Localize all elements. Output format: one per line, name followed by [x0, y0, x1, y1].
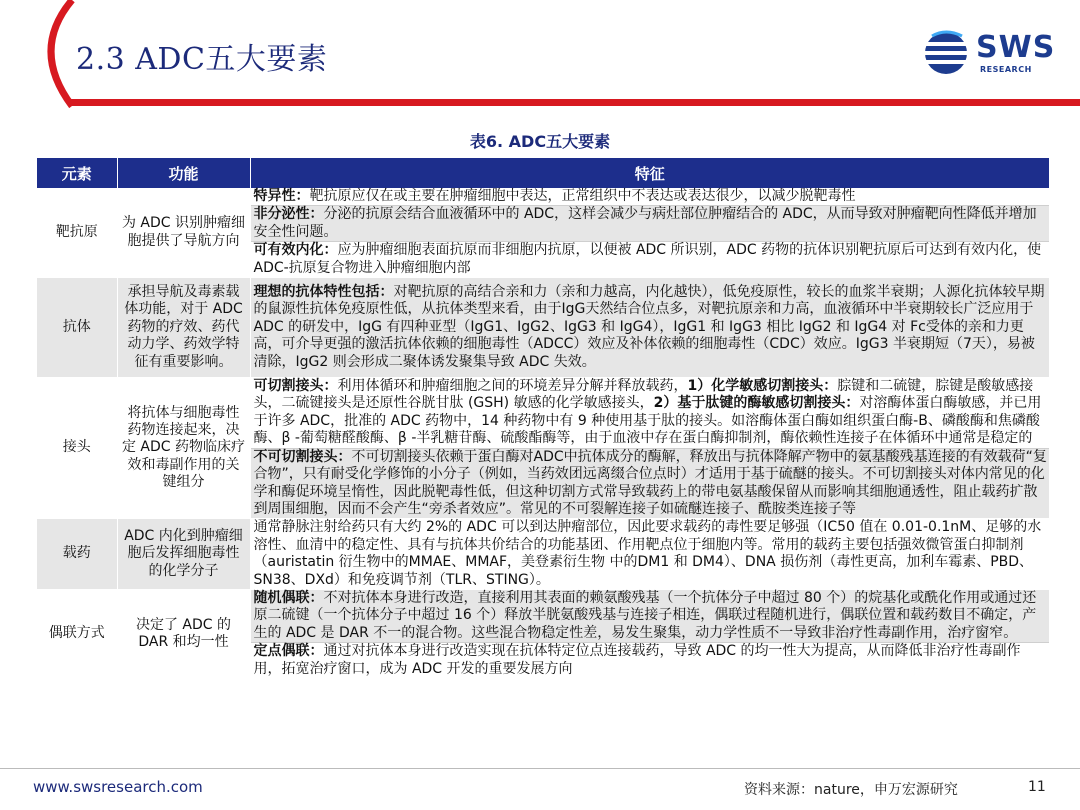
feature-item	[251, 378, 1050, 448]
footer-divider	[0, 768, 1080, 769]
feature-label: 特异性：	[253, 188, 310, 204]
feature-text: 靶抗原应仅在或主要在肿瘤细胞中表达，正常组织中不表达或表达很少，以减少脱靶毒性	[309, 188, 856, 204]
page-title: 2.3 ADC五大要素	[76, 42, 328, 77]
feature-item	[251, 590, 1050, 642]
feature-text: 对溶酶体蛋白酶敏感，并已用于许多 ADC，批准的 ADC 药物中，14 种药物中有 9 种使用基于肽的接头。如溶酶体蛋白酶如组织蛋白酶-B、磷酸酶和焦磷酸酶、β -葡萄糖醛酸酶、β -半乳糖苷酶、硫酸酯酶等，由于血液中存在蛋白酶抑制剂，酶依赖性连接子在体循环中通常是稳定的	[253, 395, 1042, 447]
table-row-conjugation	[37, 589, 1049, 678]
table-row-antibody	[37, 278, 1049, 378]
feature-text: 对靶抗原的高结合亲和力（亲和力越高，内化越快），低免疫原性，较长的血浆半衰期；人源化抗体较早期的鼠源性抗体免疫原性低，从抗体类型来看，由于IgG天然结合位点多，对靶抗原亲和力高，血液循环中半衰期较长广泛应用于 ADC 的研发中，IgG 有四种亚型（IgG1、IgG2、IgG3 和 IgG4），IgG1 和 IgG3 相比 IgG2 和 IgG4 对 Fc受体的亲和力更高，可介导更强的激活抗体依赖的细胞毒性（ADCC）效应及补体依赖的细胞毒性（CDC）效应。IgG3 半衰期短（7天），易被清除，IgG2 则会形成二聚体诱发聚集导致 ADC 失效。	[253, 284, 1045, 370]
logo-subtext: RESEARCH	[980, 65, 1032, 74]
feature-text: 通常静脉注射给药只有大约 2%的 ADC 可以到达肿瘤部位，因此要求载药的毒性要足够强（IC50 值在 0.01-0.1nM、足够的水溶性、血清中的稳定性、具有与抗体共价结合的功能基团、作用靶点位于细胞内等。常用的载药主要包括强效微管蛋白抑制剂（auristatin 衍生物中的MMAE、MMAF，美登素衍生物 中的DM1 和 DM4）、DNA 损伤剂（毒性更高，加利车霉素、PBD、SN38、DXd）和免疫调节剂（TLR、STING）。	[253, 519, 1042, 588]
feature-cell	[250, 519, 1049, 590]
feature-item	[251, 188, 1050, 205]
sws-globe-icon	[922, 28, 972, 78]
feature-item	[251, 278, 1050, 377]
feature-text: 利用体循环和肿瘤细胞之间的环境差异分解并释放载药，	[337, 378, 688, 395]
table-header-row	[37, 158, 1049, 188]
function-cell: ADC 内化到肿瘤细胞后发挥细胞毒性的化学分子	[117, 519, 250, 590]
feature-label: 非分泌性：	[253, 206, 324, 223]
feature-text: 分泌的抗原会结合血液循环中的 ADC，这样会减少与病灶部位肿瘤结合的 ADC，从而导致对肿瘤靶向性降低并增加安全性问题。	[253, 206, 1037, 240]
element-cell: 抗体	[37, 278, 117, 378]
feature-label: 可切割接头：	[253, 378, 338, 395]
feature-cell	[250, 378, 1049, 519]
element-cell: 偶联方式	[37, 589, 117, 678]
feature-sublabel: 1）化学敏感切割接头：	[687, 378, 838, 395]
feature-label: 可有效内化：	[253, 242, 338, 259]
feature-text: 腙键和二硫键，腙键是酸敏感接头，二硫键接头是还原性谷胱甘肽 (GSH) 敏感的化学敏感接头，	[253, 378, 1034, 412]
element-cell: 接头	[37, 378, 117, 519]
footer-website-link[interactable]: www.swsresearch.com	[33, 778, 203, 796]
function-cell: 为 ADC 识别肿瘤细胞提供了导航方向	[117, 188, 250, 278]
feature-text: 通过对抗体本身进行改造实现在抗体特定位点连接载药，导致 ADC 的均一性大为提高，从而降低非治疗性毒副作用，拓宽治疗窗口，成为 ADC 开发的重要发展方向	[253, 643, 1021, 677]
feature-item	[251, 448, 1050, 519]
feature-item	[251, 205, 1050, 241]
element-cell: 靶抗原	[37, 188, 117, 278]
header	[0, 0, 1080, 110]
feature-sublabel: 2）基于肽键的酶敏感切割接头：	[653, 395, 860, 412]
feature-label: 理想的抗体特性包括：	[253, 284, 394, 301]
element-cell: 载药	[37, 519, 117, 590]
header-accent-bar	[70, 99, 1080, 106]
column-header-feature: 特征	[250, 158, 1049, 188]
page-number: 11	[1028, 779, 1046, 795]
table-row-linker	[37, 378, 1049, 519]
feature-cell	[250, 589, 1049, 678]
footer-source: 资料来源：nature，申万宏源研究	[744, 782, 958, 798]
feature-label: 不可切割接头：	[253, 448, 352, 465]
function-cell: 将抗体与细胞毒性药物连接起来，决定 ADC 药物临床疗效和毒副作用的关键组分	[117, 378, 250, 519]
logo-text: SWS	[976, 30, 1056, 65]
feature-label: 定点偶联：	[253, 643, 324, 660]
function-cell: 决定了 ADC 的 DAR 和均一性	[117, 589, 250, 678]
feature-cell	[250, 278, 1049, 378]
feature-text: 应为肿瘤细胞表面抗原而非细胞内抗原，以便被 ADC 所识别，ADC 药物的抗体识别靶抗原后可达到有效内化，使 ADC-抗原复合物进入肿瘤细胞内部	[253, 242, 1042, 276]
feature-text: 不对抗体本身进行改造，直接利用其表面的赖氨酸残基（一个抗体分子中超过 80 个）的烷基化或酰化作用或通过还原二硫键（一个抗体分子中超过 16 个）释放半胱氨酸残基与连接子相连，偶联过程随机进行，偶联位置和载药数目不确定，产生的 ADC 是 DAR 不一的混合物。这些混合物稳定性差，易发生聚集，动力学性质不一导致非治疗性毒副作用，治疗窗窄。	[253, 589, 1037, 641]
feature-item	[251, 642, 1050, 678]
adc-elements-table	[37, 158, 1049, 679]
sws-logo	[922, 28, 1062, 78]
table-caption: 表6. ADC五大要素	[469, 132, 611, 151]
feature-item	[251, 241, 1050, 277]
column-header-element: 元素	[37, 158, 117, 188]
feature-label: 随机偶联：	[253, 589, 324, 606]
feature-cell	[250, 188, 1049, 278]
feature-item	[251, 519, 1050, 589]
function-cell: 承担导航及毒素载体功能，对于 ADC 药物的疗效、药代动力学、药效学特征有重要影响。	[117, 278, 250, 378]
table-row-payload	[37, 519, 1049, 590]
feature-text: 不可切割接头依赖于蛋白酶对ADC中抗体成分的酶解，释放出与抗体降解产物中的氨基酸残基连接的有效载荷“复合物”，只有耐受化学修饰的小分子（例如，当药效团远离缀合位点时）才适用于基于硫醚的接头。不可切割接头对体内常见的化学和酶促环境呈惰性，因此脱靶毒性低，但这种切割方式常导致载药上的带电氨基酸保留从而影响其细胞通透性，阻止载药扩散到周围细胞，因而不会产生“旁杀者效应”。常见的不可裂解连接子如硫醚连接子、酰胺类连接子等	[253, 448, 1047, 517]
column-header-function: 功能	[117, 158, 250, 188]
table-row-target-antigen	[37, 188, 1049, 278]
